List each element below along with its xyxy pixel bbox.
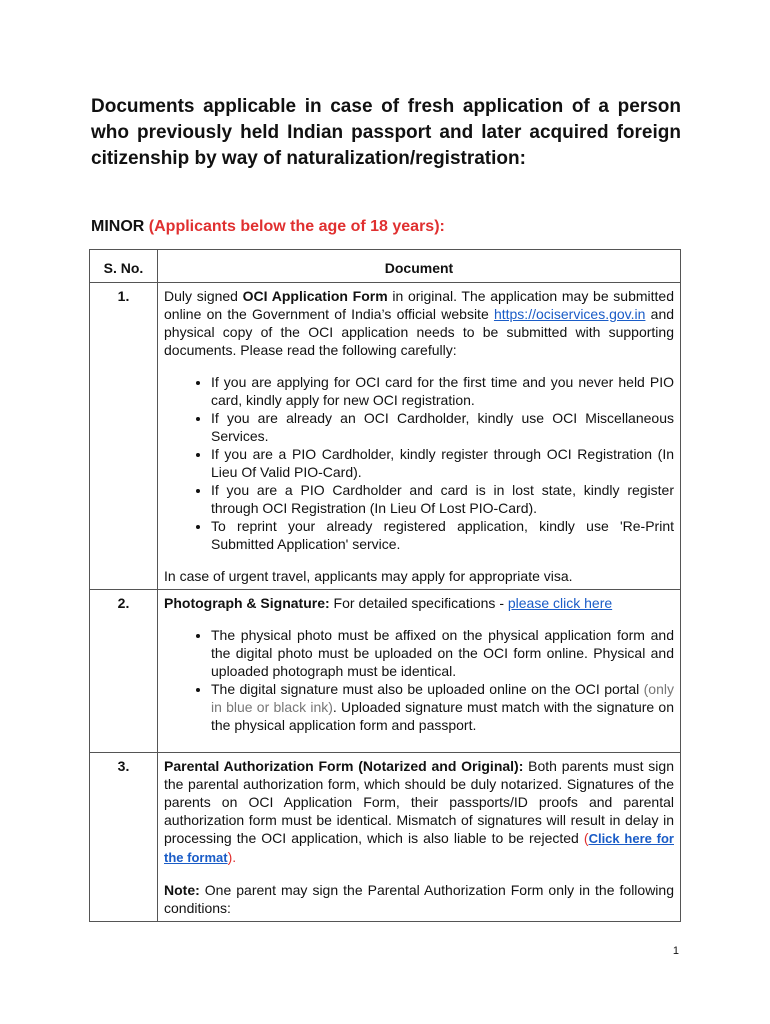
bullet2-ink-note: (only in blue or black ink) (211, 681, 674, 715)
oci-website-link[interactable]: https://ociservices.gov.in (493, 306, 646, 322)
row1-form-name: OCI Application Form (242, 288, 388, 304)
section-heading-bold: MINOR (91, 218, 145, 235)
list-item: • The physical photo must be affixed on the physical application form and the digital photo must be uploaded on the OCI form online. Physical and uploaded photograph must be identical. (211, 626, 674, 680)
header-document: Document (158, 250, 681, 283)
row1-intro (164, 287, 674, 359)
row2-intro (164, 594, 674, 612)
header-sno: S. No. (90, 250, 158, 283)
row-number: 2. (90, 590, 158, 753)
table-row (90, 590, 681, 753)
row2-lead: Photograph & Signature: (164, 595, 330, 611)
list-item (211, 680, 674, 734)
row2-lead-text: For detailed specifications - (329, 595, 508, 611)
table-row (90, 753, 681, 922)
row1-text-b: in original. The application may be submitted online on the Government of India’s official website (164, 288, 675, 322)
list-item: • If you are a PIO Cardholder and card is in lost state, kindly register through OCI Registration (In Lieu Of Lost PIO-Card). (211, 481, 674, 517)
format-link[interactable]: Click here for the format (164, 831, 674, 865)
row3-note (164, 881, 674, 917)
row-number: 3. (90, 753, 158, 922)
bullet2-text-a: The digital signature must also be uploaded online on the OCI portal (211, 681, 644, 697)
row3-text: Both parents must sign the parental authorization form, which should be duly notarized. Signatures of the parents on OCI Application Form, their passports/ID proofs and parental authorization form must be identical. Mismatch of signatures will result in delay in processing the OCI application, which is also liable to be rejected (164, 758, 674, 846)
row-document (158, 753, 681, 922)
row1-text-a: Duly signed (164, 288, 243, 304)
row1-bullets (164, 373, 674, 553)
row-document (158, 283, 681, 590)
section-heading-age: (Applicants below the age of 18 years): (148, 218, 445, 235)
page-number: 1 (672, 945, 679, 957)
row3-paren-close: ). (227, 849, 237, 865)
row3-lead: Parental Authorization Form (Notarized and Original): (164, 758, 524, 774)
row3-paren-open: ( (583, 830, 589, 846)
documents-table (89, 249, 681, 922)
row1-footer: In case of urgent travel, applicants may apply for appropriate visa. (164, 568, 573, 584)
section-heading (91, 218, 445, 236)
list-item: • To reprint your already registered application, kindly use 'Re-Print Submitted Application' service. (211, 517, 674, 553)
list-item: • If you are applying for OCI card for the first time and you never held PIO card, kindly apply for new OCI registration. (211, 373, 674, 409)
row-number: 1. (90, 283, 158, 590)
page-title: Documents applicable in case of fresh application of a person who previously held Indian passport and later acquired foreign citizenship by way of naturalization/registration: (91, 96, 681, 169)
bullet2-text-b: . Uploaded signature must match with the signature on the physical application form and passport. (211, 699, 674, 733)
row-document (158, 590, 681, 753)
list-item: • If you are already an OCI Cardholder, kindly use OCI Miscellaneous Services. (211, 409, 674, 445)
row2-bullets (164, 626, 674, 734)
photo-spec-link[interactable]: please click here (507, 595, 613, 611)
row1-text-c: and physical copy of the OCI application needs to be submitted with supporting documents. Please read the following carefully: (164, 306, 675, 358)
table-header-row (90, 250, 681, 283)
note-text: One parent may sign the Parental Authorization Form only in the following conditions: (164, 882, 674, 916)
table-row (90, 283, 681, 590)
note-label: Note: (164, 882, 200, 898)
row3-intro (164, 757, 674, 867)
list-item: • If you are a PIO Cardholder, kindly register through OCI Registration (In Lieu Of Valid PIO-Card). (211, 445, 674, 481)
